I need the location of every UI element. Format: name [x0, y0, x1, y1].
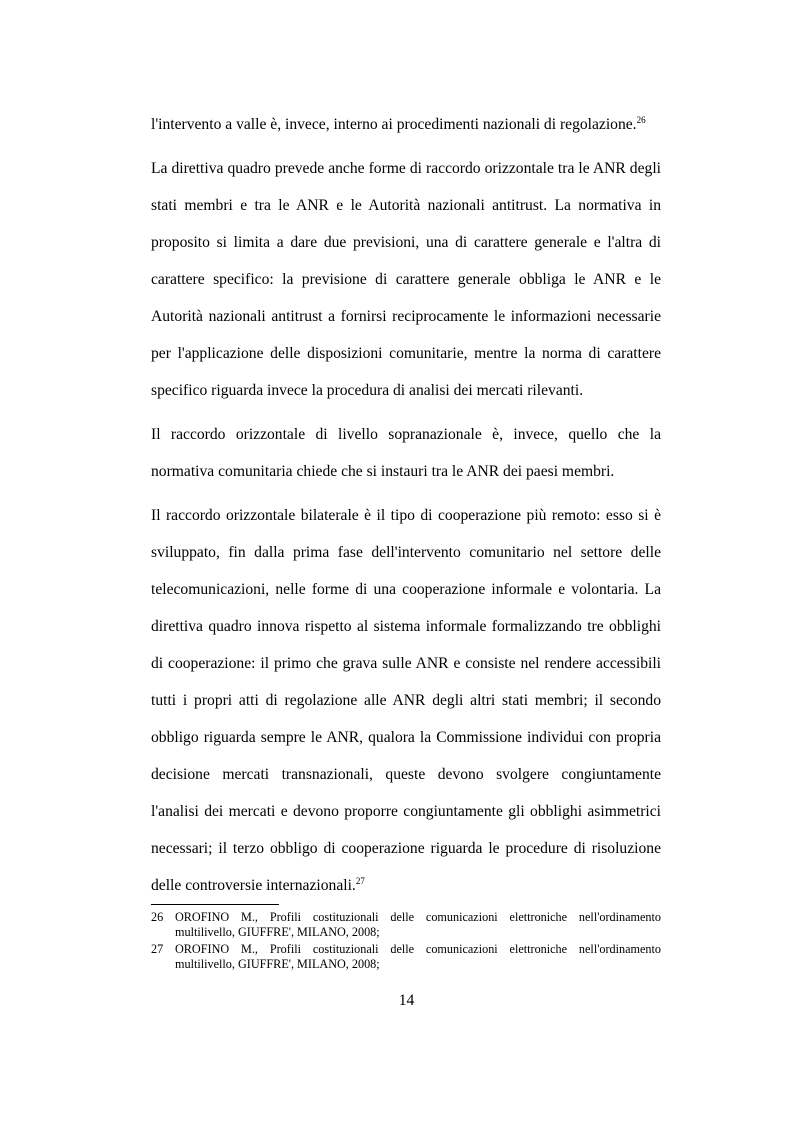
- footnote-ref-26[interactable]: 26: [636, 115, 646, 125]
- paragraph-1: l'intervento a valle è, invece, interno ai procedimenti nazionali di regolazione.$^{26}$: [151, 115, 646, 133]
- footnote-26: [151, 910, 661, 940]
- paragraph-3: Il raccordo orizzontale di livello sopranazionale è, invece, quello che la normativa comunitaria chiede che si instauri tra le ANR dei paesi membri.: [151, 426, 661, 480]
- footnotes: [151, 910, 661, 974]
- footnote-number: 27: [151, 942, 164, 956]
- footnote-text: OROFINO M., Profili costituzionali delle comunicazioni elettroniche nell'ordinamento multilivello, GIUFFRE', MILANO, 2008;: [175, 910, 661, 939]
- footnote-number: 26: [151, 910, 164, 924]
- body-text: [151, 106, 661, 904]
- footnote-27: [151, 942, 661, 972]
- paragraph-4: Il raccordo orizzontale bilaterale è il tipo di cooperazione più remoto: esso si è sviluppato, fin dalla prima fase dell'intervento comunitario nel settore delle telecomunicazioni, nelle forme di una cooperazione informale e volontaria. La direttiva quadro innova rispetto al sistema informale formalizzando tre obblighi di cooperazione: il primo che grava sulle ANR e consiste nel rendere accessibili tutti i propri atti di regolazione alle ANR degli altri stati membri; il secondo obbligo riguarda sempre le ANR, qualora la Commissione individui con propria decisione mercati transnazionali, queste devono svolgere congiuntamente l'analisi dei mercati e devono proporre congiuntamente gli obblighi asimmetrici necessari; il terzo obbligo di cooperazione riguarda le procedure di risoluzione delle controversie internazionali.$^{27}$: [151, 507, 661, 894]
- footnote-ref-27[interactable]: 27: [355, 876, 365, 886]
- footnote-separator: [151, 904, 279, 905]
- page-number: 14: [398, 992, 415, 1009]
- footnote-text: OROFINO M., Profili costituzionali delle comunicazioni elettroniche nell'ordinamento multilivello, GIUFFRE', MILANO, 2008;: [175, 942, 661, 971]
- paragraph-2: La direttiva quadro prevede anche forme di raccordo orizzontale tra le ANR degli stati membri e tra le ANR e le Autorità nazionali antitrust. La normativa in proposito si limita a dare due previsioni, una di carattere generale e l'altra di carattere specifico: la previsione di carattere generale obbliga le ANR e le Autorità nazionali antitrust a fornirsi reciprocamente le informazioni necessarie per l'applicazione delle disposizioni comunitarie, mentre la norma di carattere specifico riguarda invece la procedura di analisi dei mercati rilevanti.: [151, 160, 661, 399]
